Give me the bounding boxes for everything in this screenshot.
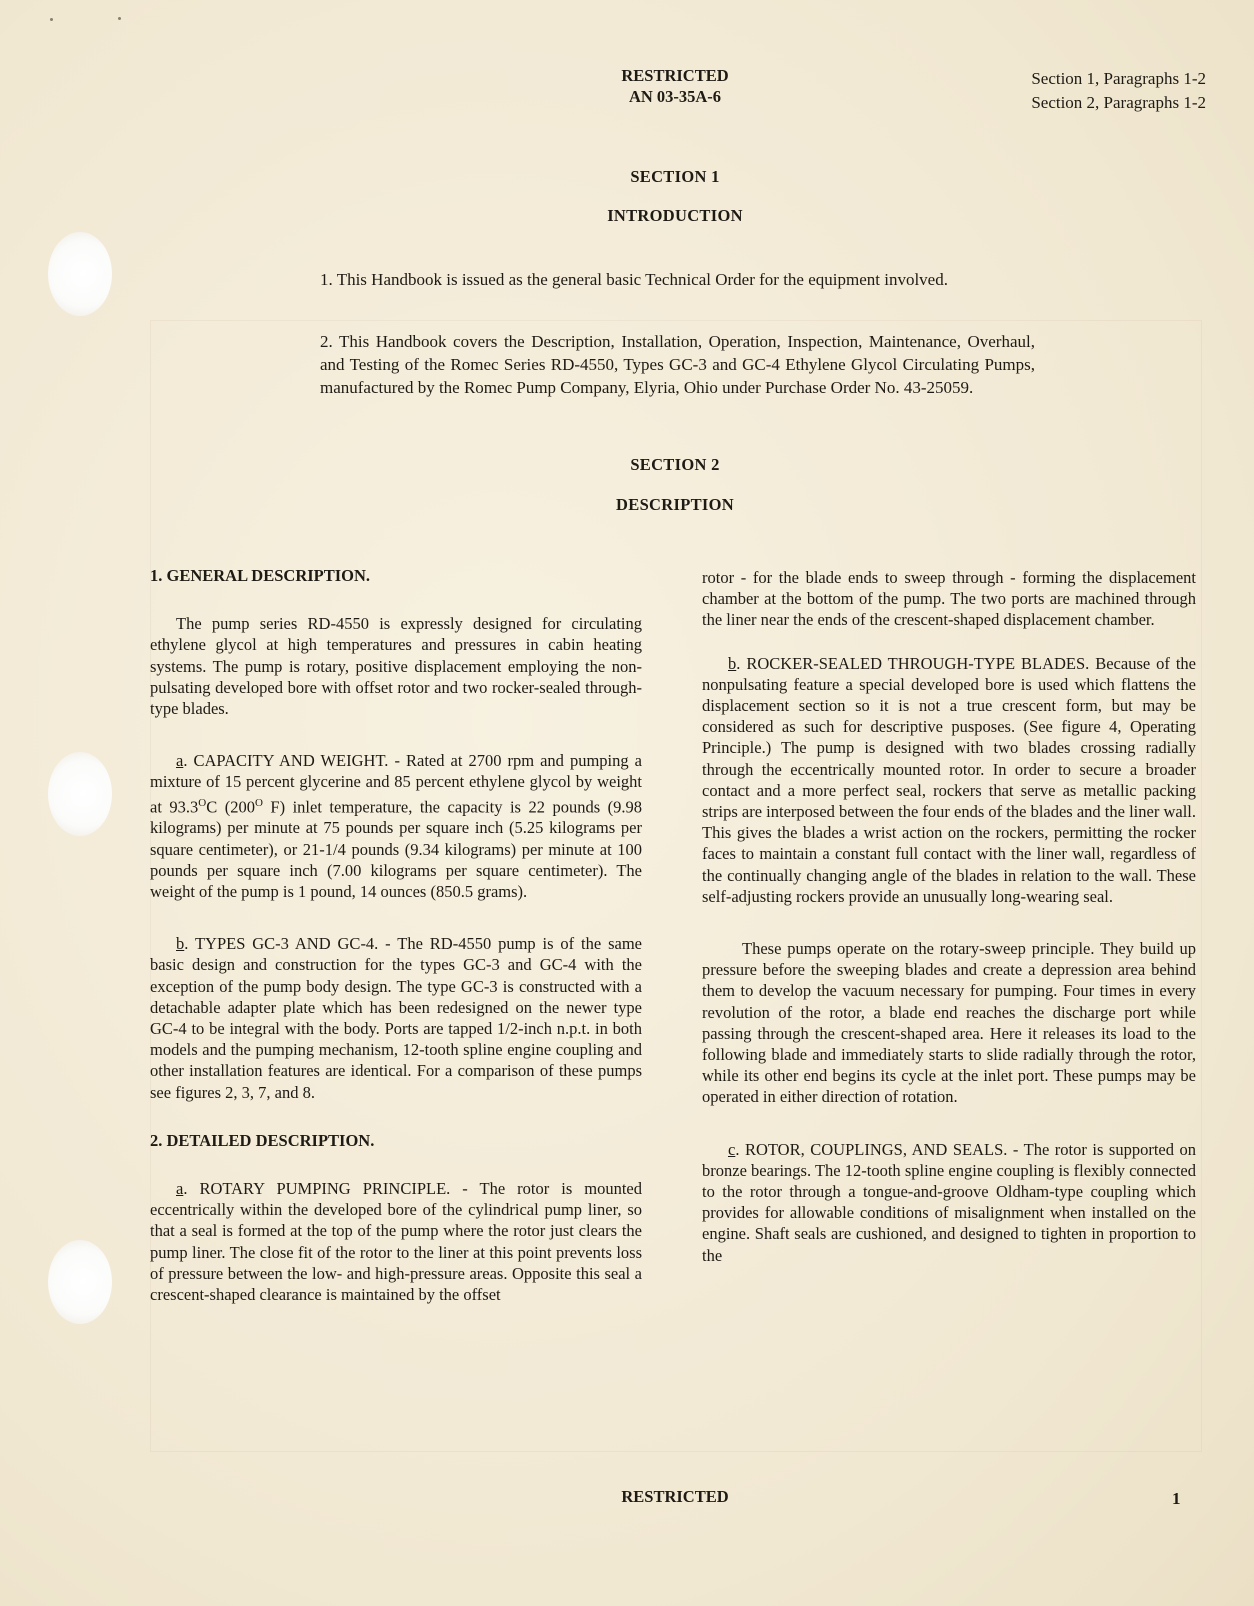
- section-1-label: SECTION 1: [630, 167, 720, 186]
- subpara-letter-b: b: [728, 653, 737, 673]
- subpara-letter-c: c: [728, 1139, 736, 1159]
- left-column: [150, 565, 642, 1305]
- subpara-letter-b: b: [176, 934, 185, 954]
- punch-hole-middle: [48, 752, 112, 836]
- subpara-letter-a: a: [176, 751, 184, 771]
- subpara-letter-a: a: [176, 1178, 184, 1198]
- page-number: 1: [1172, 1489, 1181, 1508]
- footer-classification: RESTRICTED: [621, 1487, 729, 1506]
- header-doc-number: AN 03-35A-6: [628, 87, 722, 106]
- rotary-principle-paragraph: a. ROTARY PUMPING PRINCIPLE. - The rotor is mounted eccentrically within the developed bore of the cylindrical pump liner, so that a seal is formed at the top of the pump where the rotor just clears the pump liner. The close fit of the rotor to the liner at this point prevents loss of pressure between the low- and high-pressure areas. Opposite this seal a crescent-shaped clearance is maintained by the offset: [150, 1178, 642, 1304]
- capacity-weight-paragraph: a. CAPACITY AND WEIGHT. - Rated at 2700 rpm and pumping a mixture of 15 percent glycerine and 85 percent ethylene glycol by weight at $93.3^OC$ ($200^O$ F) inlet temperature, the capacity is 22 pounds (9.98 kilograms) per minute at 75 pounds per square inch (5.25 kilograms per square centimeter), or 21-1/4 pounds (9.34 kilograms) per minute at 100 pounds per square inch (7.00 kilograms per square centimeter). The weight of the pump is 1 pound, 14 ounces (850.5 grams).: [150, 751, 642, 901]
- heading-general-description: 1. GENERAL DESCRIPTION.: [150, 566, 371, 585]
- rotor-couplings-paragraph: c. ROTOR, COUPLINGS, AND SEALS. - The rotor is supported on bronze bearings. The 12-tooth spline engine coupling is flexibly connected to the rotor through a tongue-and-groove Oldham-type coupling which provides for allowable conditions of misalignment when installed on the engine. Shaft seals are cushioned, and designed to tighten in proportion to the: [702, 1139, 1196, 1265]
- dust-speck: [118, 17, 121, 20]
- continued-rotor-paragraph: rotor - for the blade ends to sweep through - forming the displacement chamber at the bottom of the pump. The two ports are machined through the liner near the ends of the crescent-shaped displacement chamber.: [702, 568, 1196, 630]
- page-header-right: [1031, 67, 1206, 115]
- intro-paragraph-2: 2. This Handbook covers the Description, Installation, Operation, Inspection, Maintenance, Overhaul, and Testing of the Romec Series RD-4550, Types GC-3 and GC-4 Ethylene Glycol Circulating Pumps, manufactured by the Romec Pump Company, Elyria, Ohio under Purchase Order No. 43-25059.: [320, 332, 1035, 397]
- intro-paragraph-1: 1. This Handbook is issued as the general basic Technical Order for the equipment involved.: [320, 270, 948, 289]
- page-header-center: [540, 65, 810, 107]
- header-section-ref: Section 1, Paragraphs 1-2: [1031, 69, 1206, 88]
- rocker-blades-paragraph: b. ROCKER-SEALED THROUGH-TYPE BLADES. Because of the nonpulsating feature a special developed bore is used which flattens the displacement section so it is not a true crescent form, but may be considered as such for descriptive pusposes. (See figure 4, Operating Principle.) The pump is designed with two blades crossing radially through the eccentrically mounted rotor. In order to secure a broader contact and a more perfect seal, rockers that serve as metallic packing strips are interposed between the four ends of the blades and the liner wall. This gives the blades a wrist action on the rockers, permitting the rocker faces to maintain a constant full contact with the liner wall, regardless of the continually changing angle of the blades in relation to the wall. These self-adjusting rockers provide an unusually long-wearing seal.: [702, 653, 1196, 906]
- punch-hole-top: [48, 232, 112, 316]
- header-classification: RESTRICTED: [621, 66, 729, 85]
- heading-detailed-description: 2. DETAILED DESCRIPTION.: [150, 1130, 375, 1150]
- types-paragraph: b. TYPES GC-3 AND GC-4. - The RD-4550 pump is of the same basic design and construction for the types GC-3 and GC-4 with the exception of the pump body design. The type GC-3 is constructed with a detachable adapter plate which has been redesigned on the newer type GC-4 to be integral with the body. Ports are tapped 1/2-inch n.p.t. in both models and the pumping mechanism, 12-tooth spline engine coupling and other installation features are identical. For a comparison of these pumps see figures 2, 3, 7, and 8.: [150, 934, 642, 1102]
- right-column: [702, 567, 1196, 1266]
- rotary-sweep-paragraph: These pumps operate on the rotary-sweep principle. They build up pressure before the sweeping blades and create a depression area behind them to develop the vacuum necessary for pumping. Four times in every revolution of the rotor, a blade end reaches the discharge port while passing through the crescent-shaped area. Here it releases its load to the following blade and immediately starts to slide radially through the rotor, while its other end begins its cycle at the inlet port. These pumps may be operated in either direction of rotation.: [702, 939, 1196, 1107]
- punch-hole-bottom: [48, 1240, 112, 1324]
- header-section-ref: Section 2, Paragraphs 1-2: [1031, 93, 1206, 112]
- section-2-title: DESCRIPTION: [616, 495, 734, 514]
- dust-speck: [50, 18, 53, 21]
- general-description-text: The pump series RD-4550 is expressly designed for circulating ethylene glycol at high temperatures and pressures in cabin heating systems. The pump is rotary, positive displacement employing the non-pulsating developed bore with offset rotor and two rocker-sealed through-type blades.: [150, 614, 642, 719]
- section-2-label: SECTION 2: [630, 455, 720, 474]
- section-1-title: INTRODUCTION: [607, 206, 743, 225]
